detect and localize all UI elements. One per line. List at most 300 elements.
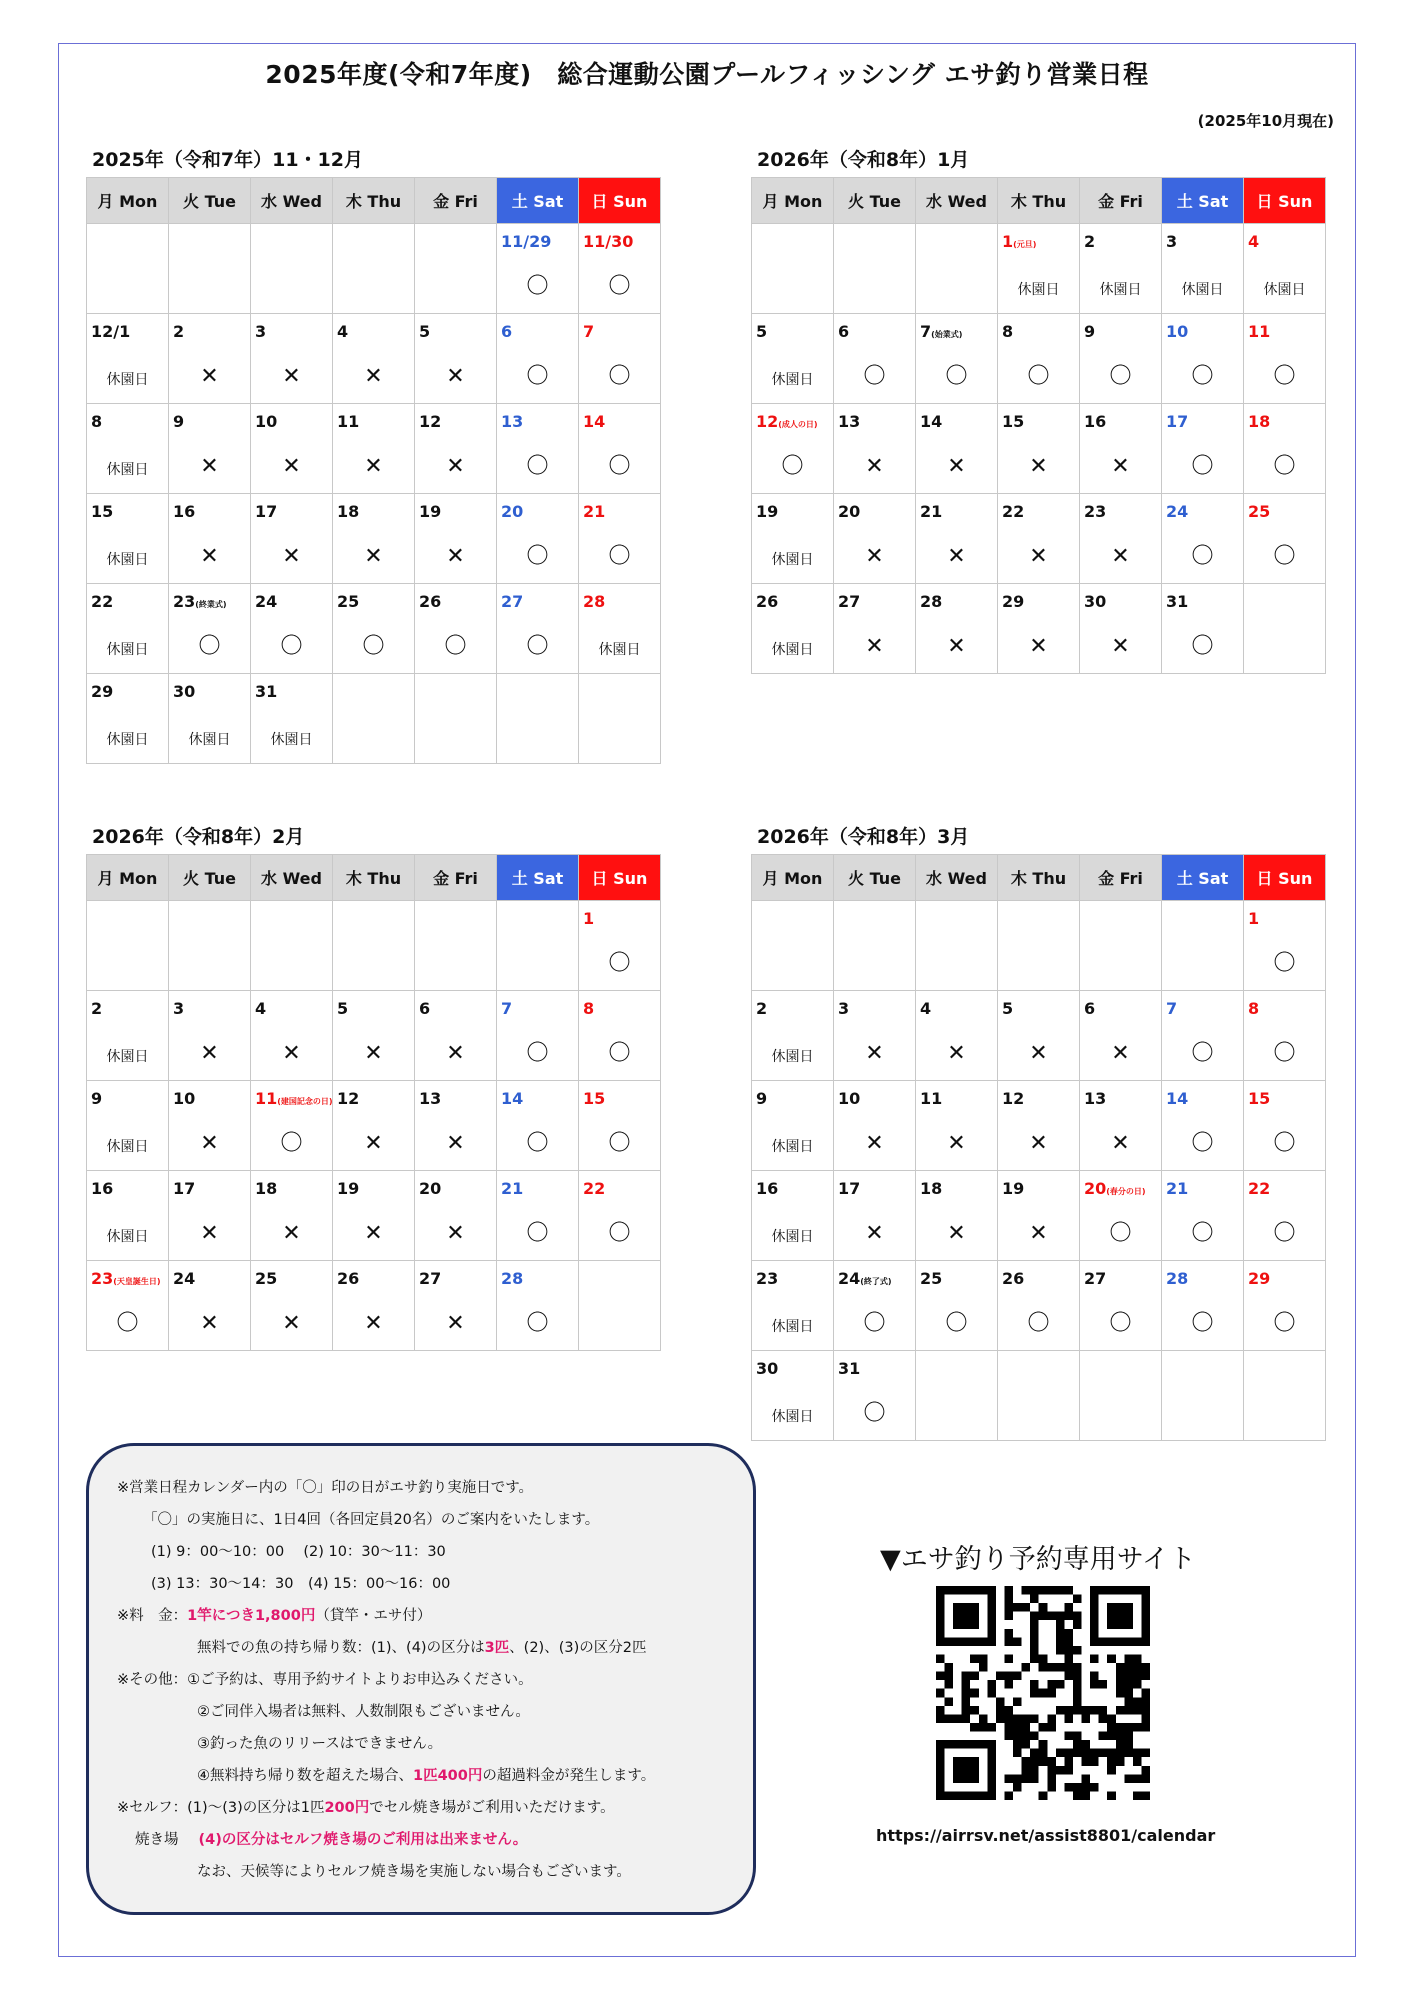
- day-number: 29: [91, 682, 114, 701]
- day-number: 3: [1166, 232, 1178, 251]
- open-circle-icon: 〇: [1191, 1221, 1214, 1246]
- day-number: 9: [173, 412, 185, 431]
- open-day: [834, 1351, 916, 1441]
- empty-cell: [752, 901, 834, 991]
- closed-label: 休園日: [1017, 282, 1060, 298]
- open-day: [415, 584, 497, 674]
- closed-day: [752, 1351, 834, 1441]
- day-number: 24: [255, 592, 278, 611]
- day-number: 8: [583, 999, 595, 1018]
- day-number: 12: [337, 1089, 360, 1108]
- note-line: 「〇」の実施日に、1日4回（各回定員20名）のご案内をいたします。: [143, 1512, 600, 1528]
- no-fishing-day: [1080, 584, 1162, 674]
- cross-icon: ✕: [282, 454, 301, 479]
- day-number: 13: [501, 412, 524, 431]
- day-number: 4: [255, 999, 267, 1018]
- cross-icon: ✕: [865, 454, 884, 479]
- empty-cell: [333, 224, 415, 314]
- closed-label: 休園日: [771, 1409, 814, 1425]
- day-number: 16: [756, 1179, 779, 1198]
- cross-icon: ✕: [282, 1221, 301, 1246]
- cross-icon: ✕: [1111, 544, 1130, 569]
- day-number: 6: [419, 999, 431, 1018]
- closed-day: [752, 1261, 834, 1351]
- open-day: [1162, 1171, 1244, 1261]
- open-circle-icon: 〇: [526, 1041, 549, 1066]
- no-fishing-day: [333, 1261, 415, 1351]
- closed-label: 休園日: [771, 372, 814, 388]
- day-number: 29: [1002, 592, 1025, 611]
- open-circle-icon: 〇: [526, 1131, 549, 1156]
- cross-icon: ✕: [282, 364, 301, 389]
- open-day: [497, 1261, 579, 1351]
- day-number: 15: [1248, 1089, 1271, 1108]
- cross-icon: ✕: [446, 1221, 465, 1246]
- day-number: 20: [838, 502, 861, 521]
- weekday-header: 日 Sun: [1244, 855, 1326, 901]
- day-number: 30: [1084, 592, 1107, 611]
- holiday-note: (始業式): [931, 330, 963, 339]
- cross-icon: ✕: [364, 1041, 383, 1066]
- day-number: 29: [1248, 1269, 1271, 1288]
- cross-icon: ✕: [446, 454, 465, 479]
- day-number: 6: [838, 322, 850, 341]
- day-number: 30: [756, 1359, 779, 1378]
- weekday-header: 木 Thu: [333, 855, 415, 901]
- cross-icon: ✕: [446, 1131, 465, 1156]
- open-circle-icon: 〇: [526, 454, 549, 479]
- day-number: 1: [583, 909, 595, 928]
- no-fishing-day: [333, 1081, 415, 1171]
- open-circle-icon: 〇: [608, 951, 631, 976]
- weekday-header: 木 Thu: [998, 855, 1080, 901]
- day-number: 2: [1084, 232, 1096, 251]
- day-number: 20: [419, 1179, 442, 1198]
- cross-icon: ✕: [200, 1311, 219, 1336]
- day-number: 1: [1248, 909, 1260, 928]
- no-fishing-day: [916, 584, 998, 674]
- no-fishing-day: [998, 404, 1080, 494]
- day-number: 21: [920, 502, 943, 521]
- weekday-header: 月 Mon: [87, 178, 169, 224]
- empty-cell: [87, 224, 169, 314]
- cross-icon: ✕: [282, 1041, 301, 1066]
- take-home-line: [197, 1636, 646, 1657]
- open-circle-icon: 〇: [444, 634, 467, 659]
- closed-label: 休園日: [106, 552, 149, 568]
- open-day: [497, 1171, 579, 1261]
- page-title: 2025年度(令和7年度) 総合運動公園プールフィッシング エサ釣り営業日程: [265, 60, 1149, 89]
- weekday-header: 金 Fri: [415, 178, 497, 224]
- closed-label: 休園日: [106, 1049, 149, 1065]
- calendar-nov-dec: [86, 177, 661, 764]
- day-number: 23(終業式): [173, 592, 227, 611]
- weekday-header: 金 Fri: [1080, 178, 1162, 224]
- weekday-header: 水 Wed: [916, 178, 998, 224]
- cross-icon: ✕: [364, 454, 383, 479]
- calendar-jan: [751, 177, 1326, 674]
- day-number: 23: [1084, 502, 1107, 521]
- day-number: 26: [419, 592, 442, 611]
- open-day: [1080, 314, 1162, 404]
- day-number: 11: [1248, 322, 1271, 341]
- open-day: [579, 991, 661, 1081]
- day-number: 10: [838, 1089, 861, 1108]
- no-fishing-day: [333, 1171, 415, 1261]
- reservation-url[interactable]: https://airrsv.net/assist8801/calendar: [876, 1826, 1216, 1845]
- open-day: [998, 314, 1080, 404]
- no-fishing-day: [251, 494, 333, 584]
- closed-label: 休園日: [106, 462, 149, 478]
- day-number: 17: [838, 1179, 861, 1198]
- closed-label: 休園日: [106, 732, 149, 748]
- closed-label: 休園日: [270, 732, 313, 748]
- empty-cell: [1080, 1351, 1162, 1441]
- open-circle-icon: 〇: [781, 454, 804, 479]
- open-circle-icon: 〇: [945, 364, 968, 389]
- empty-cell: [415, 674, 497, 764]
- empty-cell: [1244, 1351, 1326, 1441]
- closed-label: 休園日: [1181, 282, 1224, 298]
- day-number: 3: [838, 999, 850, 1018]
- cross-icon: ✕: [947, 1221, 966, 1246]
- no-fishing-day: [333, 404, 415, 494]
- day-number: 16: [91, 1179, 114, 1198]
- day-number: 7: [1166, 999, 1178, 1018]
- take-home-count: 3匹: [484, 1640, 510, 1656]
- closed-day: [87, 584, 169, 674]
- empty-cell: [1244, 584, 1326, 674]
- no-fishing-day: [1080, 991, 1162, 1081]
- calendar-heading-mar: 2026年（令和8年）3月: [757, 826, 970, 848]
- open-circle-icon: 〇: [1273, 1311, 1296, 1336]
- open-circle-icon: 〇: [1027, 364, 1050, 389]
- day-number: 2: [173, 322, 185, 341]
- cross-icon: ✕: [446, 544, 465, 569]
- open-circle-icon: 〇: [1191, 364, 1214, 389]
- open-circle-icon: 〇: [526, 634, 549, 659]
- open-day: [752, 404, 834, 494]
- qr-code[interactable]: [936, 1586, 1150, 1800]
- cross-icon: ✕: [446, 1041, 465, 1066]
- day-number: 19: [337, 1179, 360, 1198]
- no-fishing-day: [169, 494, 251, 584]
- no-fishing-day: [169, 404, 251, 494]
- weekday-header: 水 Wed: [916, 855, 998, 901]
- cross-icon: ✕: [282, 1311, 301, 1336]
- open-circle-icon: 〇: [863, 1401, 886, 1426]
- open-circle-icon: 〇: [863, 1311, 886, 1336]
- empty-cell: [1162, 901, 1244, 991]
- day-number: 22: [1248, 1179, 1271, 1198]
- closed-day: [87, 674, 169, 764]
- other-label: ※その他：: [117, 1672, 188, 1688]
- no-fishing-day: [834, 584, 916, 674]
- day-number: 5: [419, 322, 431, 341]
- day-number: 13: [419, 1089, 442, 1108]
- open-circle-icon: 〇: [1191, 1311, 1214, 1336]
- take-home-text2: 、(2)、(3)の区分2匹: [509, 1640, 647, 1656]
- no-fishing-day: [998, 494, 1080, 584]
- cross-icon: ✕: [200, 364, 219, 389]
- open-day: [579, 1081, 661, 1171]
- open-day: [579, 224, 661, 314]
- closed-label: 休園日: [106, 1229, 149, 1245]
- open-circle-icon: 〇: [526, 1311, 549, 1336]
- open-circle-icon: 〇: [1191, 454, 1214, 479]
- open-circle-icon: 〇: [116, 1311, 139, 1336]
- open-day: [579, 494, 661, 584]
- open-circle-icon: 〇: [526, 544, 549, 569]
- weekday-header: 月 Mon: [752, 178, 834, 224]
- empty-cell: [87, 901, 169, 991]
- closed-day: [87, 404, 169, 494]
- holiday-note: (元旦): [1013, 240, 1037, 249]
- fee-label: ※料 金：: [117, 1608, 188, 1624]
- open-day: [251, 1081, 333, 1171]
- weekday-header: 金 Fri: [415, 855, 497, 901]
- no-fishing-day: [169, 1261, 251, 1351]
- open-day: [1244, 314, 1326, 404]
- no-fishing-day: [916, 1081, 998, 1171]
- open-circle-icon: 〇: [526, 1221, 549, 1246]
- self-grill-text: ※セルフ：(1)～(3)の区分は1匹: [117, 1800, 325, 1816]
- cross-icon: ✕: [364, 364, 383, 389]
- cross-icon: ✕: [364, 1221, 383, 1246]
- holiday-note: (終業式): [195, 600, 227, 609]
- closed-label: 休園日: [771, 1139, 814, 1155]
- day-number: 27: [419, 1269, 442, 1288]
- day-number: 4: [1248, 232, 1260, 251]
- open-day: [916, 1261, 998, 1351]
- open-circle-icon: 〇: [1273, 1221, 1296, 1246]
- day-number: 5: [1002, 999, 1014, 1018]
- weekday-header: 土 Sat: [1162, 178, 1244, 224]
- cross-icon: ✕: [1029, 544, 1048, 569]
- no-fishing-day: [998, 1081, 1080, 1171]
- cross-icon: ✕: [947, 454, 966, 479]
- empty-cell: [916, 901, 998, 991]
- day-number: 5: [756, 322, 768, 341]
- cross-icon: ✕: [446, 1311, 465, 1336]
- open-day: [1244, 1081, 1326, 1171]
- open-day: [87, 1261, 169, 1351]
- closed-label: 休園日: [771, 552, 814, 568]
- open-circle-icon: 〇: [1191, 634, 1214, 659]
- day-number: 24: [173, 1269, 196, 1288]
- open-circle-icon: 〇: [1027, 1311, 1050, 1336]
- no-fishing-day: [333, 314, 415, 404]
- empty-cell: [998, 901, 1080, 991]
- day-number: 9: [91, 1089, 103, 1108]
- day-number: 23: [756, 1269, 779, 1288]
- open-day: [1080, 1261, 1162, 1351]
- calendar-mar: [751, 854, 1326, 1441]
- open-day: [497, 314, 579, 404]
- open-circle-icon: 〇: [608, 274, 631, 299]
- holiday-note: (成人の日): [778, 420, 818, 429]
- day-number: 25: [920, 1269, 943, 1288]
- day-number: 21: [583, 502, 606, 521]
- no-fishing-day: [834, 1081, 916, 1171]
- no-fishing-day: [916, 991, 998, 1081]
- open-circle-icon: 〇: [280, 1131, 303, 1156]
- cross-icon: ✕: [947, 1131, 966, 1156]
- cross-icon: ✕: [865, 634, 884, 659]
- closed-day: [579, 584, 661, 674]
- day-number: 17: [1166, 412, 1189, 431]
- open-day: [497, 404, 579, 494]
- day-number: 5: [337, 999, 349, 1018]
- open-day: [1162, 494, 1244, 584]
- open-circle-icon: 〇: [608, 544, 631, 569]
- cross-icon: ✕: [200, 544, 219, 569]
- day-number: 10: [255, 412, 278, 431]
- empty-cell: [415, 224, 497, 314]
- day-number: 9: [1084, 322, 1096, 341]
- day-number: 2: [91, 999, 103, 1018]
- no-fishing-day: [998, 584, 1080, 674]
- cross-icon: ✕: [364, 544, 383, 569]
- calendar-heading-feb: 2026年（令和8年）2月: [92, 826, 305, 848]
- day-number: 14: [1166, 1089, 1189, 1108]
- day-number: 28: [920, 592, 943, 611]
- empty-cell: [169, 224, 251, 314]
- cross-icon: ✕: [947, 634, 966, 659]
- no-fishing-day: [834, 991, 916, 1081]
- day-number: 8: [1248, 999, 1260, 1018]
- open-circle-icon: 〇: [608, 454, 631, 479]
- fee-line: [117, 1604, 431, 1625]
- self-grill-fee: 200円: [324, 1800, 370, 1816]
- day-number: 31: [1166, 592, 1189, 611]
- closed-label: 休園日: [771, 1229, 814, 1245]
- open-day: [497, 1081, 579, 1171]
- day-number: 18: [337, 502, 360, 521]
- day-number: 4: [337, 322, 349, 341]
- empty-cell: [579, 1261, 661, 1351]
- reservation-label: ▼エサ釣り予約専用サイト: [880, 1544, 1196, 1575]
- open-day: [1244, 1171, 1326, 1261]
- note-line: (1) 9：00～10：00 (2) 10：30～11：30: [151, 1544, 446, 1560]
- other-text: の超過料金が発生します。: [482, 1768, 656, 1784]
- day-number: 7: [583, 322, 595, 341]
- holiday-note: (天皇誕生日): [113, 1277, 161, 1286]
- closed-label: 休園日: [1263, 282, 1306, 298]
- excess-fee: 1匹400円: [413, 1768, 483, 1784]
- no-fishing-day: [415, 991, 497, 1081]
- day-number: 15: [91, 502, 114, 521]
- open-day: [1244, 901, 1326, 991]
- closed-day: [87, 1171, 169, 1261]
- open-circle-icon: 〇: [1109, 364, 1132, 389]
- open-circle-icon: 〇: [1273, 1131, 1296, 1156]
- day-number: 11: [920, 1089, 943, 1108]
- day-number: 25: [337, 592, 360, 611]
- take-home-text: 無料での魚の持ち帰り数：(1)、(4)の区分は: [197, 1640, 485, 1656]
- day-number: 13: [838, 412, 861, 431]
- no-fishing-day: [834, 404, 916, 494]
- day-number: 20: [501, 502, 524, 521]
- open-day: [998, 1261, 1080, 1351]
- day-number: 12/1: [91, 322, 131, 341]
- cross-icon: ✕: [865, 1131, 884, 1156]
- no-fishing-day: [415, 404, 497, 494]
- no-fishing-day: [916, 494, 998, 584]
- day-number: 6: [1084, 999, 1096, 1018]
- empty-cell: [579, 674, 661, 764]
- weekday-header: 火 Tue: [834, 178, 916, 224]
- closed-day: [752, 314, 834, 404]
- empty-cell: [1080, 901, 1162, 991]
- day-number: 26: [756, 592, 779, 611]
- closed-label: 休園日: [188, 732, 231, 748]
- no-fishing-day: [415, 1171, 497, 1261]
- open-day: [834, 1261, 916, 1351]
- holiday-note: (春分の日): [1106, 1187, 1146, 1196]
- as-of-date: (2025年10月現在): [1197, 112, 1334, 130]
- other-line-2: ②ご同伴入場者は無料、人数制限もございません。: [197, 1704, 530, 1720]
- open-day: [497, 224, 579, 314]
- day-number: 19: [1002, 1179, 1025, 1198]
- empty-cell: [415, 901, 497, 991]
- weekday-header: 火 Tue: [834, 855, 916, 901]
- no-fishing-day: [251, 1261, 333, 1351]
- day-number: 12: [419, 412, 442, 431]
- open-circle-icon: 〇: [526, 274, 549, 299]
- holiday-note: (建国記念の日): [277, 1097, 333, 1106]
- day-number: 14: [920, 412, 943, 431]
- no-fishing-day: [916, 404, 998, 494]
- cross-icon: ✕: [865, 1041, 884, 1066]
- closed-day: [1244, 224, 1326, 314]
- open-day: [1244, 494, 1326, 584]
- day-number: 28: [583, 592, 606, 611]
- day-number: 8: [1002, 322, 1014, 341]
- day-number: 17: [173, 1179, 196, 1198]
- day-number: 4: [920, 999, 932, 1018]
- empty-cell: [251, 224, 333, 314]
- no-fishing-day: [998, 1171, 1080, 1261]
- empty-cell: [497, 674, 579, 764]
- day-number: 12: [1002, 1089, 1025, 1108]
- self-grill-text2: でセル焼き場がご利用いただけます。: [369, 1800, 615, 1816]
- day-number: 18: [1248, 412, 1271, 431]
- open-circle-icon: 〇: [608, 1221, 631, 1246]
- day-number: 24(終了式): [838, 1269, 892, 1288]
- closed-day: [87, 1081, 169, 1171]
- open-day: [834, 314, 916, 404]
- open-circle-icon: 〇: [1273, 364, 1296, 389]
- no-fishing-day: [333, 991, 415, 1081]
- open-day: [579, 314, 661, 404]
- empty-cell: [752, 224, 834, 314]
- cross-icon: ✕: [1029, 1041, 1048, 1066]
- day-number: 14: [501, 1089, 524, 1108]
- closed-day: [752, 1171, 834, 1261]
- weekday-header: 日 Sun: [579, 855, 661, 901]
- open-day: [169, 584, 251, 674]
- note-line: (3) 13：30～14：30 (4) 15：00～16：00: [151, 1576, 451, 1592]
- closed-label: 休園日: [106, 1139, 149, 1155]
- closed-label: 休園日: [106, 372, 149, 388]
- weekday-header: 日 Sun: [1244, 178, 1326, 224]
- cross-icon: ✕: [1111, 454, 1130, 479]
- day-number: 12(成人の日): [756, 412, 818, 431]
- open-day: [1162, 991, 1244, 1081]
- fee-value: 1竿につき1,800円: [187, 1608, 316, 1624]
- open-circle-icon: 〇: [1191, 544, 1214, 569]
